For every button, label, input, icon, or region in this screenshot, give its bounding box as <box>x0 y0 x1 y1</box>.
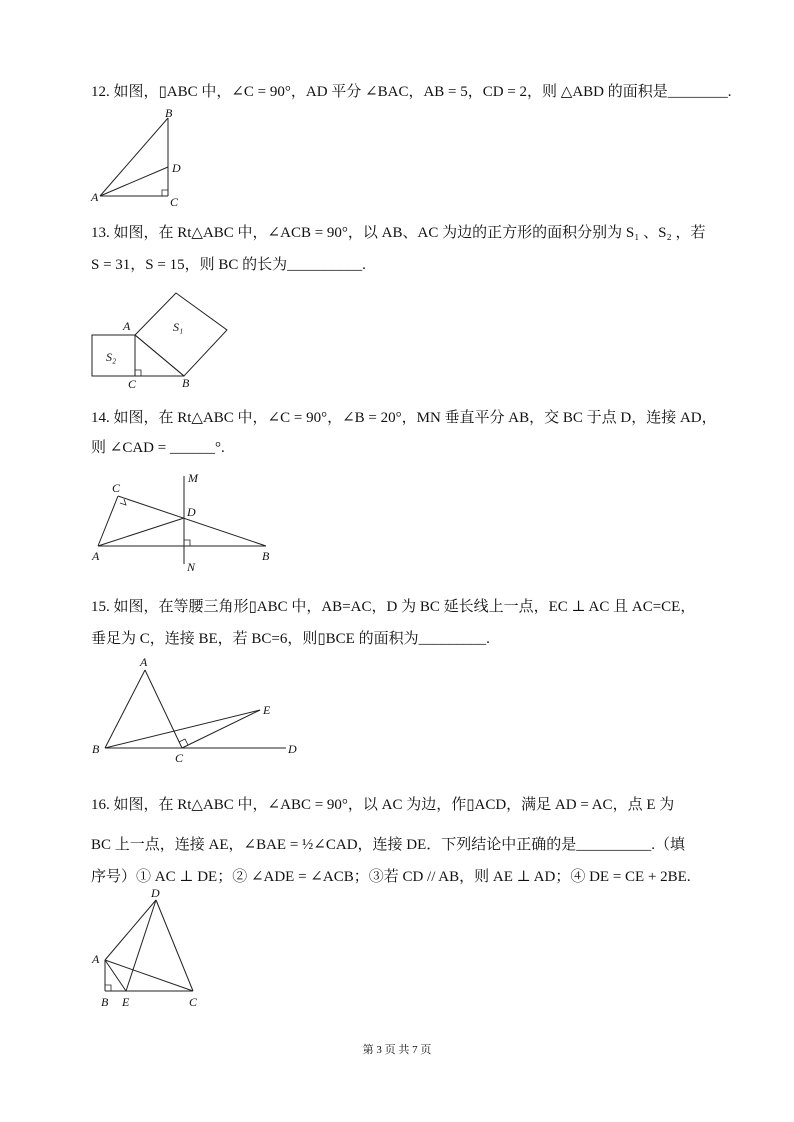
figure-q13 <box>88 278 238 390</box>
label-c: C <box>112 481 121 495</box>
right-angle-mark-n <box>184 540 190 546</box>
label-c: C <box>175 751 184 765</box>
question-line: 16. 如图，在 Rt△ABC 中，∠ABC = 90°，以 AC 为边，作▯ACD，满足 AD = AC，点 E 为 <box>91 797 675 813</box>
segment-ac <box>98 496 118 546</box>
figure-q15-svg <box>88 654 308 766</box>
segment-cb <box>118 496 266 546</box>
segment-ab <box>100 118 168 196</box>
segment-ad <box>100 167 168 196</box>
square-s1 <box>135 293 227 376</box>
label-b: B <box>262 549 270 563</box>
label-b: B <box>101 995 109 1009</box>
question-line: BC 上一点，连接 AE，∠BAE = ½∠CAD，连接 DE．下列结论中正确的是__________.（填 <box>91 837 686 853</box>
segment-ab <box>105 670 145 748</box>
right-angle-mark <box>135 370 141 376</box>
question-16-text <box>91 785 741 897</box>
question-line: S = 31，S = 15，则 BC 的长为__________. <box>91 257 366 273</box>
segment-ce <box>182 710 260 748</box>
label-d: D <box>288 742 297 756</box>
right-angle-mark <box>162 190 168 196</box>
figure-q16 <box>88 886 218 1010</box>
figure-q13-svg <box>88 278 238 390</box>
segment-ac <box>145 670 182 748</box>
segment-ad <box>105 900 156 960</box>
label-c: C <box>189 995 198 1009</box>
figure-q16-svg <box>88 886 218 1010</box>
question-line: 则 ∠CAD = ______°. <box>91 440 225 456</box>
figure-q12-svg <box>88 106 198 209</box>
label-a: A <box>140 655 148 669</box>
label-n: N <box>187 560 196 574</box>
figure-q15 <box>88 654 308 766</box>
label-a: A <box>123 319 131 333</box>
segment-be <box>105 710 260 748</box>
label-m: M <box>188 471 198 485</box>
figure-q14 <box>88 466 288 576</box>
segment-ae <box>105 960 126 991</box>
figure-q14-svg <box>88 466 288 576</box>
label-s2: S₂ <box>106 350 117 364</box>
segment-ac <box>105 960 193 991</box>
question-line: 13. 如图，在 Rt△ABC 中，∠ACB = 90°，以 AB、AC 为边的正方形的面积分别为 S₁ 、S₂ ，若 <box>91 225 706 241</box>
question-14-text <box>91 403 741 463</box>
label-a: A <box>92 549 100 563</box>
label-e: E <box>263 703 271 717</box>
label-b: B <box>165 106 173 120</box>
segment-de <box>126 900 156 991</box>
page-footer: 第 3 页 共 7 页 <box>362 1044 432 1056</box>
label-b: B <box>182 376 190 390</box>
segment-dc <box>156 900 193 991</box>
label-d: D <box>187 505 196 519</box>
label-c: C <box>170 195 179 209</box>
label-b: B <box>92 742 100 756</box>
question-line: 序号）① AC ⊥ DE；② ∠ADE = ∠ACB；③若 CD // AB，则 AE ⊥ AD；④ DE = CE + 2BE. <box>91 869 691 885</box>
question-12-text <box>91 82 741 102</box>
question-line: 12. 如图，▯ABC 中，∠C = 90°，AD 平分 ∠BAC，AB = 5，CD = 2，则 △ABD 的面积是________. <box>91 84 732 100</box>
question-line: 垂足为 C，连接 BE，若 BC=6，则▯BCE 的面积为_________. <box>91 631 490 647</box>
label-a: A <box>91 190 99 204</box>
label-e: E <box>122 995 130 1009</box>
label-c: C <box>128 377 137 391</box>
label-s1: S₁ <box>173 320 184 334</box>
question-13-text <box>91 217 741 281</box>
label-a: A <box>92 952 100 966</box>
question-line: 15. 如图，在等腰三角形▯ABC 中，AB=AC，D 为 BC 延长线上一点，EC ⊥ AC 且 AC=CE， <box>91 599 696 615</box>
right-angle-mark-c <box>120 499 126 505</box>
label-d: D <box>172 161 181 175</box>
label-d: D <box>151 886 160 900</box>
question-15-text <box>91 591 741 655</box>
segment-ad <box>98 518 184 546</box>
figure-q12 <box>88 106 198 209</box>
question-line: 14. 如图，在 Rt△ABC 中，∠C = 90°，∠B = 20°，MN 垂直平分 AB，交 BC 于点 D，连接 AD， <box>91 410 717 426</box>
right-angle-mark <box>105 985 111 991</box>
